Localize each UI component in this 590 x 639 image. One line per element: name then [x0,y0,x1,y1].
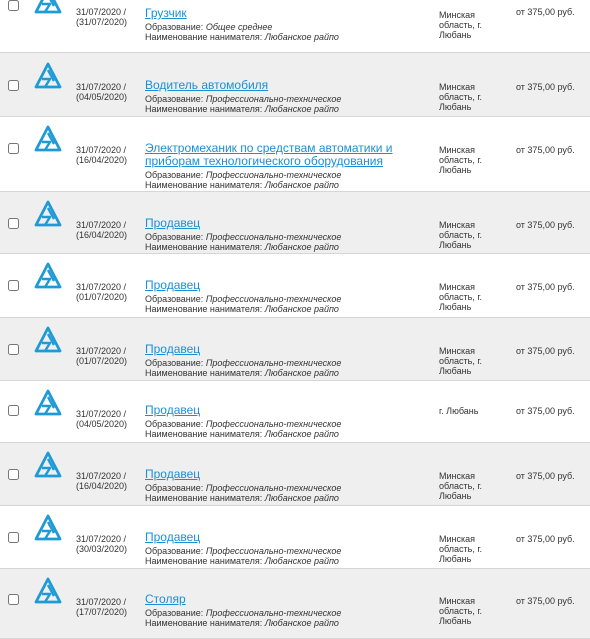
employer-line [145,556,339,566]
original-date: (01/07/2020) [76,292,128,302]
vacancy-row [0,318,590,381]
vacancy-title-link[interactable] [145,593,186,606]
location-line: Минская [439,596,476,606]
vacancy-title-line: Продавец [145,342,201,356]
location-line: Любань [439,554,472,564]
vacancy-title-link[interactable] [145,7,187,20]
vacancy-location [439,471,509,501]
location-line: область, г. [439,606,483,616]
vacancy-location [439,406,509,416]
triangle-logo-icon [33,261,63,291]
education-label: Образование: [145,22,204,32]
vacancy-title-link[interactable] [145,531,200,544]
education-value: Профессионально-техническое [205,358,342,368]
original-date: (30/03/2020) [76,544,128,554]
employer-label: Наименование нанимателя: [145,493,263,503]
employer-line [145,429,339,439]
update-date: 31/07/2020 / [76,82,127,92]
triangle-logo-icon [33,124,63,154]
education-label: Образование: [145,608,204,618]
employer-label: Наименование нанимателя: [145,556,263,566]
education-line [145,546,341,556]
vacancy-salary: от 375,00 руб. [516,282,575,292]
select-checkbox[interactable] [8,0,19,11]
location-line: область, г. [439,481,483,491]
vacancy-location [439,346,509,376]
education-label: Образование: [145,94,204,104]
vacancy-location [439,220,509,250]
vacancy-dates [76,471,142,491]
location-line: Минская [439,145,476,155]
update-date: 31/07/2020 / [76,282,127,292]
location-line: область, г. [439,92,483,102]
location-line: Минская [439,282,476,292]
triangle-logo-icon [33,199,63,229]
update-date: 31/07/2020 / [76,597,127,607]
location-line: Любань [439,491,472,501]
employer-line [145,104,339,114]
education-value: Профессионально-техническое [205,94,342,104]
vacancy-title-line: Столяр [145,592,186,606]
location-line: область, г. [439,230,483,240]
vacancy-row [0,569,590,639]
select-checkbox[interactable] [8,143,19,154]
employer-label: Наименование нанимателя: [145,180,263,190]
update-date: 31/07/2020 / [76,220,127,230]
location-line: Любань [439,240,472,250]
employer-value: Любанское райпо [264,429,339,439]
vacancy-title-line: Продавец [145,216,201,230]
education-value: Профессионально-техническое [205,419,342,429]
employer-label: Наименование нанимателя: [145,368,263,378]
education-line [145,358,341,368]
triangle-logo-icon [33,513,63,543]
vacancy-title-line: Продавец [145,403,201,417]
employer-value: Любанское райпо [264,32,339,42]
vacancy-dates [76,534,142,554]
vacancy-row [0,0,590,53]
employer-label: Наименование нанимателя: [145,32,263,42]
vacancy-salary: от 375,00 руб. [516,220,575,230]
vacancy-dates [76,409,142,429]
original-date: (31/07/2020) [76,17,128,27]
vacancy-title-line: Продавец [145,467,201,481]
location-line: Любань [439,165,472,175]
education-line [145,94,341,104]
vacancy-location [439,534,509,564]
original-date: (17/07/2020) [76,607,128,617]
select-checkbox[interactable] [8,218,19,229]
original-date: (16/04/2020) [76,481,128,491]
original-date: (04/05/2020) [76,419,128,429]
vacancy-location [439,596,509,626]
location-line: Минская [439,534,476,544]
employer-line [145,304,339,314]
original-date: (16/04/2020) [76,230,128,240]
education-line [145,294,341,304]
vacancy-salary: от 375,00 руб. [516,7,575,17]
vacancy-salary: от 375,00 руб. [516,471,575,481]
education-line [145,608,341,618]
location-line: г. Любань [439,406,479,416]
education-label: Образование: [145,170,204,180]
education-value: Профессионально-техническое [205,608,342,618]
education-line [145,419,341,429]
employer-value: Любанское райпо [264,618,339,628]
education-value: Профессионально-техническое [205,546,342,556]
vacancy-location [439,10,509,40]
location-line: область, г. [439,20,483,30]
vacancy-location [439,145,509,175]
location-line: Любань [439,302,472,312]
education-label: Образование: [145,546,204,556]
original-date: (04/05/2020) [76,92,128,102]
education-line [145,22,272,32]
triangle-logo-icon [33,388,63,418]
employer-label: Наименование нанимателя: [145,242,263,252]
location-line: Любань [439,102,472,112]
education-value: Профессионально-техническое [205,294,342,304]
select-checkbox[interactable] [8,344,19,355]
vacancy-dates [76,145,142,165]
education-label: Образование: [145,419,204,429]
education-line [145,232,341,242]
vacancy-salary: от 375,00 руб. [516,406,575,416]
education-line [145,170,341,180]
vacancy-location [439,282,509,312]
employer-label: Наименование нанимателя: [145,429,263,439]
vacancy-title-link[interactable] [145,79,268,92]
location-line: область, г. [439,544,483,554]
employer-line [145,180,339,190]
location-line: Любань [439,616,472,626]
vacancy-title-link[interactable] [145,468,200,481]
vacancy-title-link[interactable] [145,404,200,417]
vacancy-dates [76,282,142,302]
vacancy-location [439,82,509,112]
original-date: (01/07/2020) [76,356,128,366]
update-date: 31/07/2020 / [76,7,127,17]
update-date: 31/07/2020 / [76,471,127,481]
employer-line [145,368,339,378]
location-line: область, г. [439,356,483,366]
vacancy-title-link[interactable] [145,279,200,292]
triangle-logo-icon [33,450,63,480]
vacancy-salary: от 375,00 руб. [516,346,575,356]
location-line: Минская [439,82,476,92]
employer-line [145,32,339,42]
vacancy-salary: от 375,00 руб. [516,82,575,92]
vacancy-row [0,192,590,254]
location-line: область, г. [439,155,483,165]
employer-value: Любанское райпо [264,104,339,114]
update-date: 31/07/2020 / [76,409,127,419]
vacancy-title-link[interactable] [145,217,200,230]
employer-line [145,242,339,252]
education-label: Образование: [145,232,204,242]
vacancy-dates [76,7,142,27]
vacancy-salary: от 375,00 руб. [516,534,575,544]
update-date: 31/07/2020 / [76,145,127,155]
vacancy-title-line: Водитель автомобиля [145,78,269,92]
vacancy-row [0,506,590,569]
update-date: 31/07/2020 / [76,534,127,544]
employer-label: Наименование нанимателя: [145,304,263,314]
employer-value: Любанское райпо [264,493,339,503]
select-checkbox[interactable] [8,469,19,480]
triangle-logo-icon [33,576,63,606]
vacancy-salary: от 375,00 руб. [516,596,575,606]
triangle-logo-icon [33,0,63,16]
vacancy-salary: от 375,00 руб. [516,145,575,155]
employer-value: Любанское райпо [264,368,339,378]
vacancy-title-line: приборам технологического оборудования [145,154,383,168]
vacancy-title-link[interactable] [145,142,393,168]
education-label: Образование: [145,294,204,304]
location-line: Минская [439,471,476,481]
employer-label: Наименование нанимателя: [145,618,263,628]
vacancy-dates [76,220,142,240]
location-line: Минская [439,220,476,230]
education-value: Профессионально-техническое [205,483,342,493]
triangle-logo-icon [33,325,63,355]
employer-value: Любанское райпо [264,556,339,566]
vacancy-row [0,443,590,506]
education-value: Профессионально-техническое [205,232,342,242]
select-checkbox[interactable] [8,594,19,605]
vacancy-dates [76,597,142,617]
employer-line [145,493,339,503]
location-line: Любань [439,30,472,40]
vacancy-title-line: Грузчик [145,6,187,20]
employer-value: Любанское райпо [264,180,339,190]
vacancy-row [0,117,590,192]
original-date: (16/04/2020) [76,155,128,165]
education-label: Образование: [145,483,204,493]
vacancy-title-line: Электромеханик по средствам автоматики и [145,141,393,155]
location-line: область, г. [439,292,483,302]
location-line: Любань [439,366,472,376]
education-value: Профессионально-техническое [205,170,342,180]
employer-value: Любанское райпо [264,242,339,252]
select-checkbox[interactable] [8,405,19,416]
vacancy-row [0,254,590,318]
employer-value: Любанское райпо [264,304,339,314]
select-checkbox[interactable] [8,532,19,543]
update-date: 31/07/2020 / [76,346,127,356]
select-checkbox[interactable] [8,80,19,91]
vacancy-dates [76,82,142,102]
vacancy-title-link[interactable] [145,343,200,356]
vacancy-row [0,53,590,117]
vacancy-row [0,381,590,443]
education-value: Общее среднее [205,22,273,32]
vacancy-title-line: Продавец [145,278,201,292]
location-line: Минская [439,10,476,20]
vacancy-dates [76,346,142,366]
education-line [145,483,341,493]
triangle-logo-icon [33,61,63,91]
education-label: Образование: [145,358,204,368]
employer-label: Наименование нанимателя: [145,104,263,114]
select-checkbox[interactable] [8,280,19,291]
location-line: Минская [439,346,476,356]
vacancy-title-line: Продавец [145,530,201,544]
